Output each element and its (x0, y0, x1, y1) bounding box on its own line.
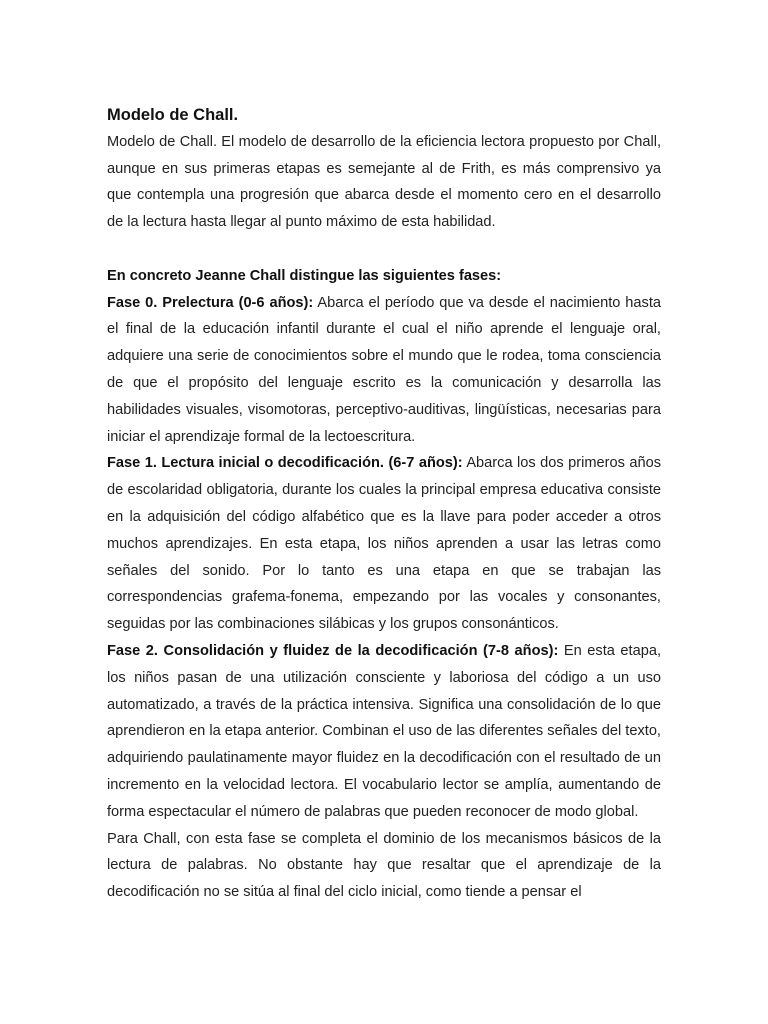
document-title: Modelo de Chall. (107, 106, 239, 124)
phases-heading: En concreto Jeanne Chall distingue las siguientes fases: (107, 267, 502, 284)
document-page (107, 102, 661, 906)
phase-label: Fase 2. Consolidación y fluidez de la decodificación (7-8 años): (107, 642, 559, 659)
phase-paragraph (107, 450, 661, 638)
phase-label: Fase 1. Lectura inicial o decodificación. (6-7 años): (107, 455, 463, 472)
intro-paragraph: Modelo de Chall. El modelo de desarrollo de la eficiencia lectora propuesto por Chall, aunque en sus primeras etapas es semejante al de Frith, es más comprensivo ya que contempla una progresión que abarca desde el momento cero en el desarrollo de la lectura hasta llegar al punto máximo de esta habilidad. (107, 133, 661, 231)
phase-text: Abarca el período que va desde el nacimiento hasta el final de la educación infantil durante el cual el niño aprende el lenguaje oral, adquiere una serie de conocimientos sobre el mundo que le rodea, toma consciencia de que el propósito del lenguaje escrito es la comunicación y desarrolla las habilidades visuales, visomotoras, perceptivo-auditivas, lingüísticas, necesarias para iniciar el aprendizaje formal de la lectoescritura. (107, 294, 661, 445)
phase-text: En esta etapa, los niños pasan de una utilización consciente y laboriosa del código a un uso automatizado, a través de la práctica intensiva. Significa una consolidación de lo que aprendieron en la etapa anterior. Combinan el uso de las diferentes señales del texto, adquiriendo paulatinamente mayor fluidez en la decodificación con el resultado de un incremento en la velocidad lectora. El vocabulario lector se amplía, aumentando de forma espectacular el número de palabras que pueden reconocer de modo global. (107, 642, 661, 820)
paragraph-spacer (107, 236, 661, 263)
phase-paragraph (107, 290, 661, 451)
phase-paragraph (107, 638, 661, 826)
closing-paragraph: Para Chall, con esta fase se completa el dominio de los mecanismos básicos de la lectura de palabras. No obstante hay que resaltar que el aprendizaje de la decodificación no se sitúa al final del ciclo inicial, como tiende a pensar el (107, 830, 661, 901)
phase-label: Fase 0. Prelectura (0-6 años): (107, 294, 314, 311)
phase-text: Abarca los dos primeros años de escolaridad obligatoria, durante los cuales la principal empresa educativa consiste en la adquisición del código alfabético que es la llave para poder acceder a otros muchos aprendizajes. En esta etapa, los niños aprenden a usar las letras como señales del sonido. Por lo tanto es una etapa en que se trabajan las correspondencias grafema-fonema, empezando por las vocales y consonantes, seguidas por las combinaciones silábicas y los grupos consonánticos. (107, 455, 662, 633)
